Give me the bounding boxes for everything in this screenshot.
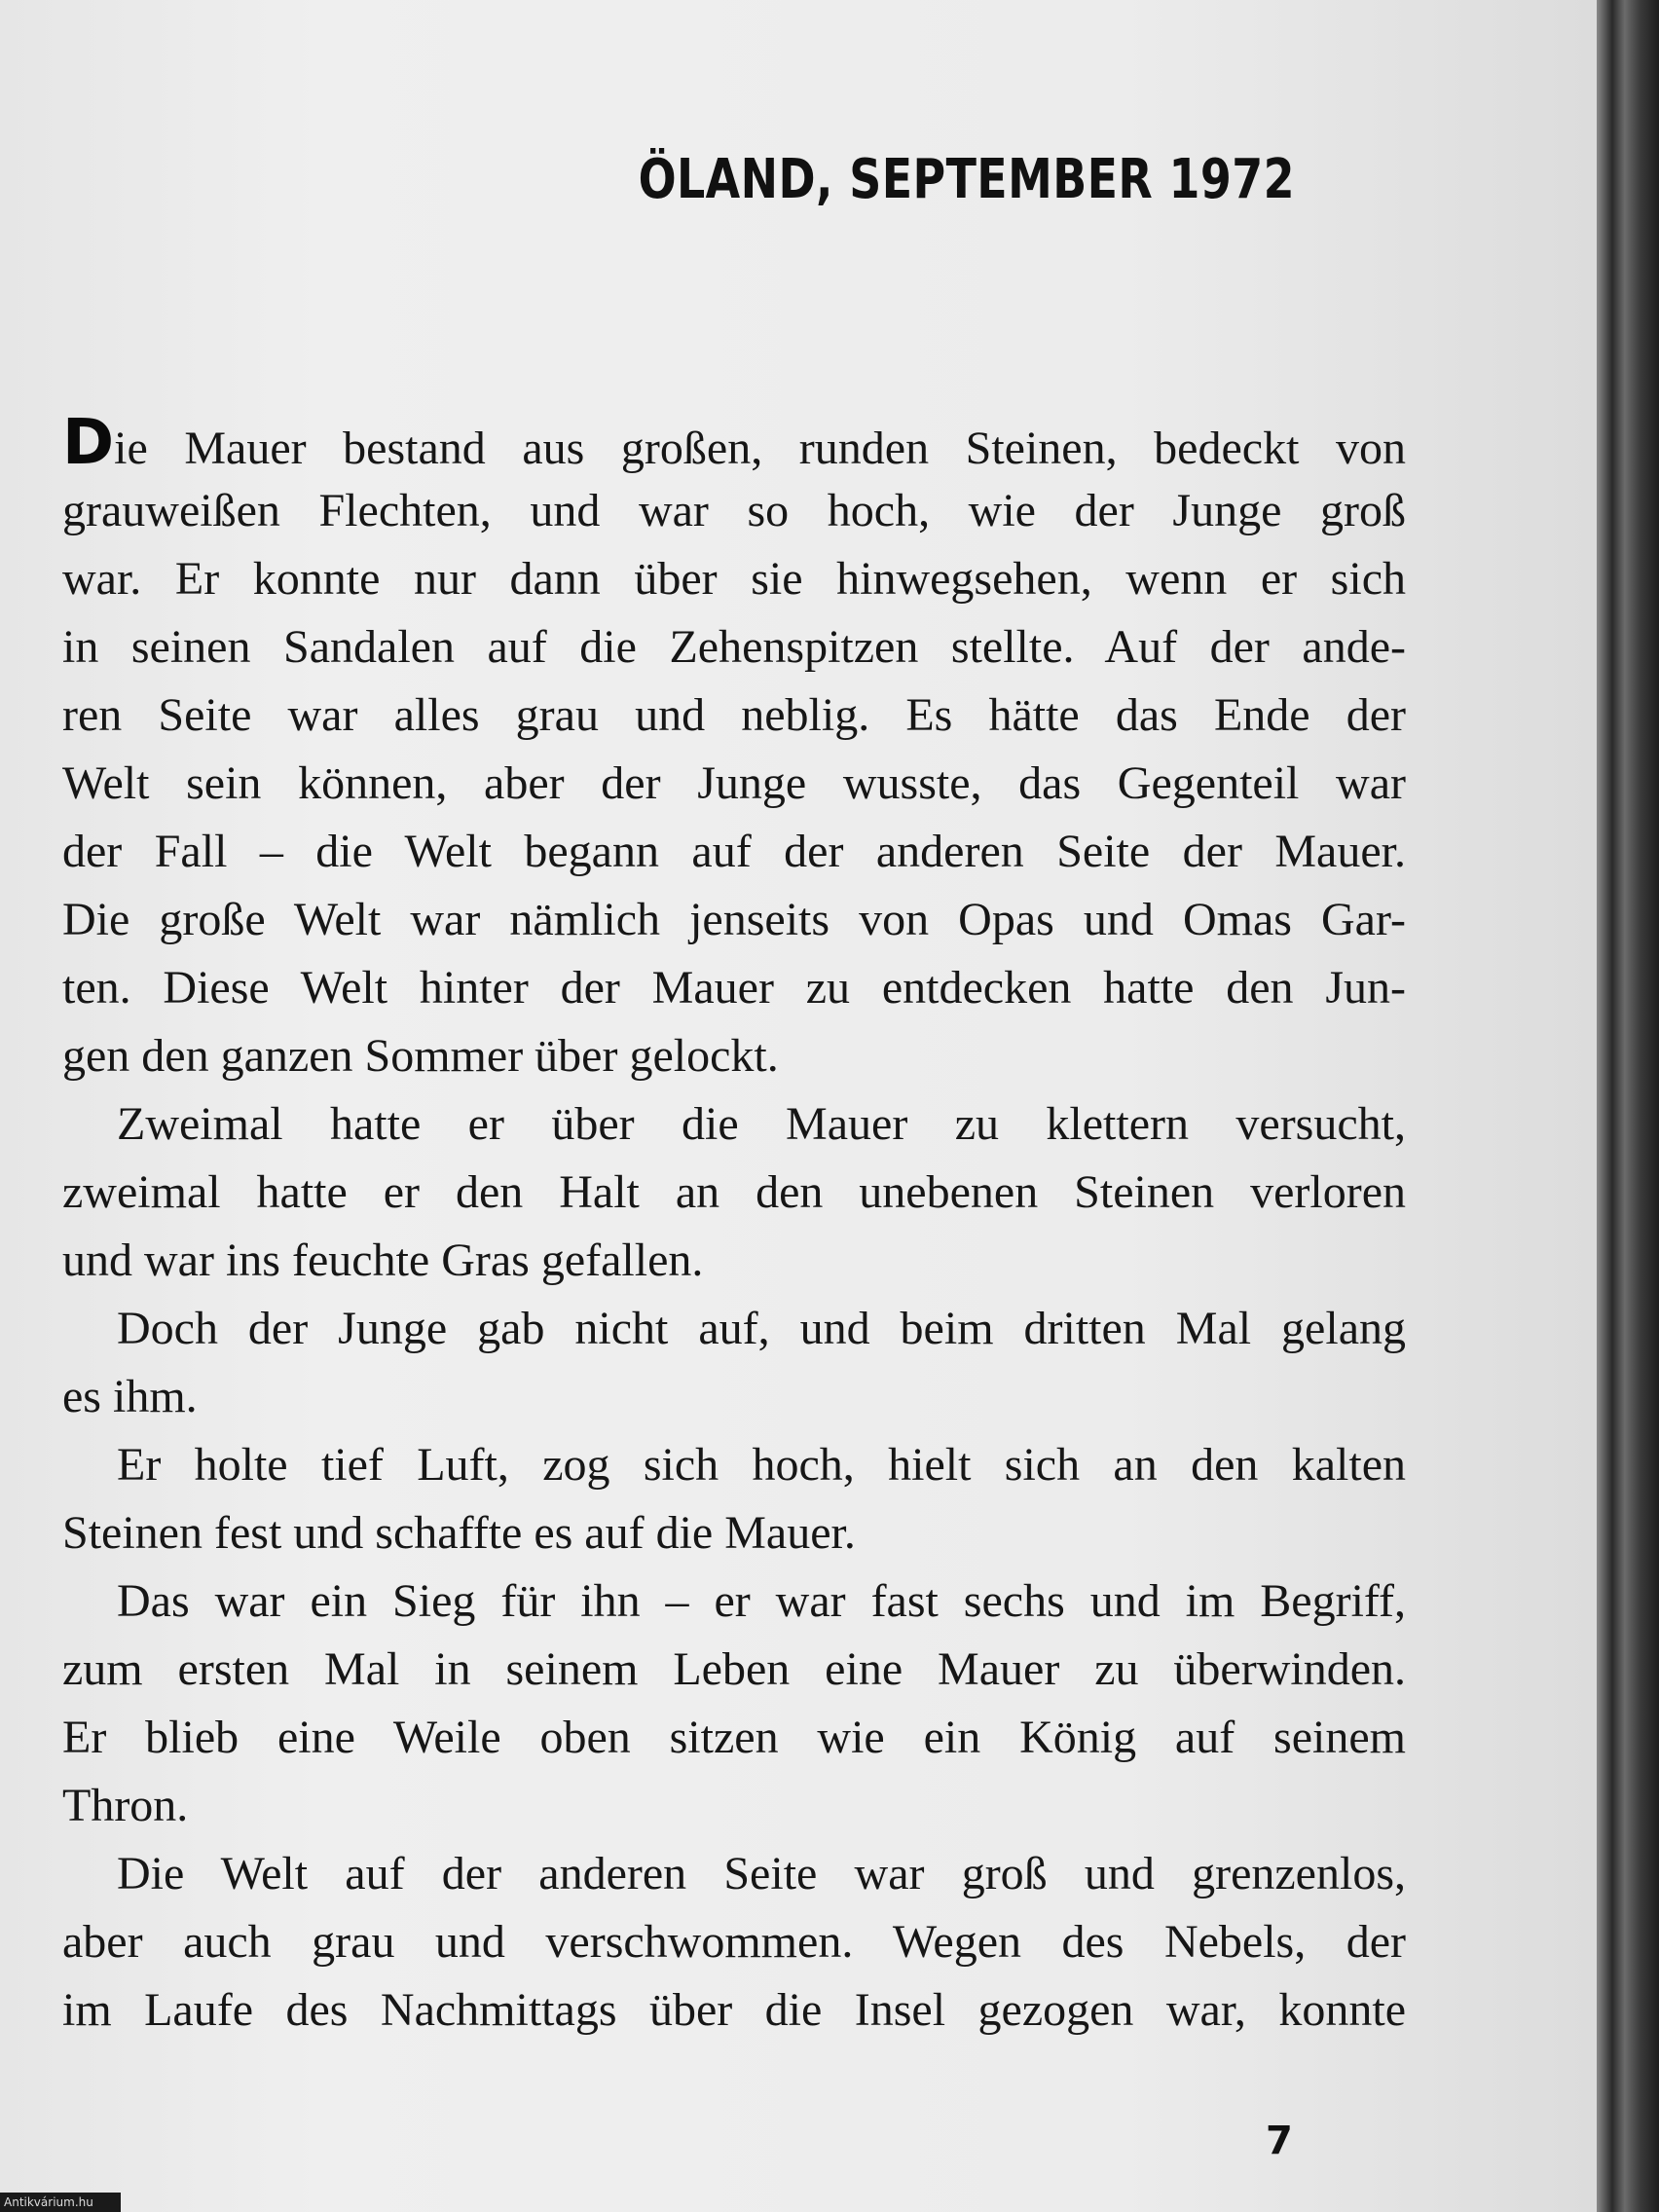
text-line: und war ins feuchte Gras gefallen.	[62, 1235, 704, 1286]
text-line: Das war ein Sieg für ihn – er war fast sechs und im Begriff,	[117, 1575, 1406, 1627]
text-line: Doch der Junge gab nicht auf, und beim dritten Mal gelang	[117, 1303, 1406, 1354]
text-line: gen den ganzen Sommer über gelockt.	[62, 1030, 779, 1082]
text-line: zweimal hatte er den Halt an den unebenen Steinen verloren	[62, 1166, 1406, 1218]
text-line: Zweimal hatte er über die Mauer zu klettern versucht,	[117, 1098, 1406, 1150]
text-line	[62, 409, 1406, 477]
text-line: der Fall – die Welt begann auf der anderen Seite der Mauer.	[62, 826, 1406, 877]
page-number: 7	[1266, 2119, 1293, 2163]
text-line: Er blieb eine Weile oben sitzen wie ein König auf seinem	[62, 1712, 1406, 1763]
text-line: ren Seite war alles grau und neblig. Es hätte das Ende der	[62, 689, 1406, 741]
text-line: zum ersten Mal in seinem Leben eine Mauer zu überwinden.	[62, 1643, 1406, 1695]
text-line: es ihm.	[62, 1371, 198, 1422]
text-line: in seinen Sandalen auf die Zehenspitzen stellte. Auf der ande-	[62, 621, 1406, 673]
text-line: grauweißen Flechten, und war so hoch, wie der Junge groß	[62, 485, 1406, 536]
drop-cap: D	[62, 407, 115, 479]
text-line: Die Welt auf der anderen Seite war groß und grenzenlos,	[117, 1848, 1406, 1899]
text-line: ten. Diese Welt hinter der Mauer zu entdecken hatte den Jun-	[62, 962, 1406, 1014]
chapter-title: ÖLAND, SEPTEMBER 1972	[638, 148, 1295, 211]
text-line: Welt sein können, aber der Junge wusste, das Gegenteil war	[62, 757, 1406, 809]
text-line: war. Er konnte nur dann über sie hinwegsehen, wenn er sich	[62, 553, 1406, 605]
text-line-content: ie Mauer bestand aus großen, runden Steinen, bedeckt von	[114, 423, 1406, 474]
text-line: Thron.	[62, 1780, 189, 1831]
text-line: aber auch grau und verschwommen. Wegen des Nebels, der	[62, 1916, 1406, 1968]
watermark: Antikvárium.hu	[0, 2193, 121, 2212]
book-spine-shadow	[1597, 0, 1659, 2212]
body-text	[62, 409, 1406, 2045]
text-line: Er holte tief Luft, zog sich hoch, hielt sich an den kalten	[117, 1439, 1406, 1491]
text-line: Steinen fest und schaffte es auf die Mauer.	[62, 1507, 856, 1559]
text-line: im Laufe des Nachmittags über die Insel gezogen war, konnte	[62, 1984, 1406, 2036]
text-line: Die große Welt war nämlich jenseits von Opas und Omas Gar-	[62, 894, 1406, 945]
